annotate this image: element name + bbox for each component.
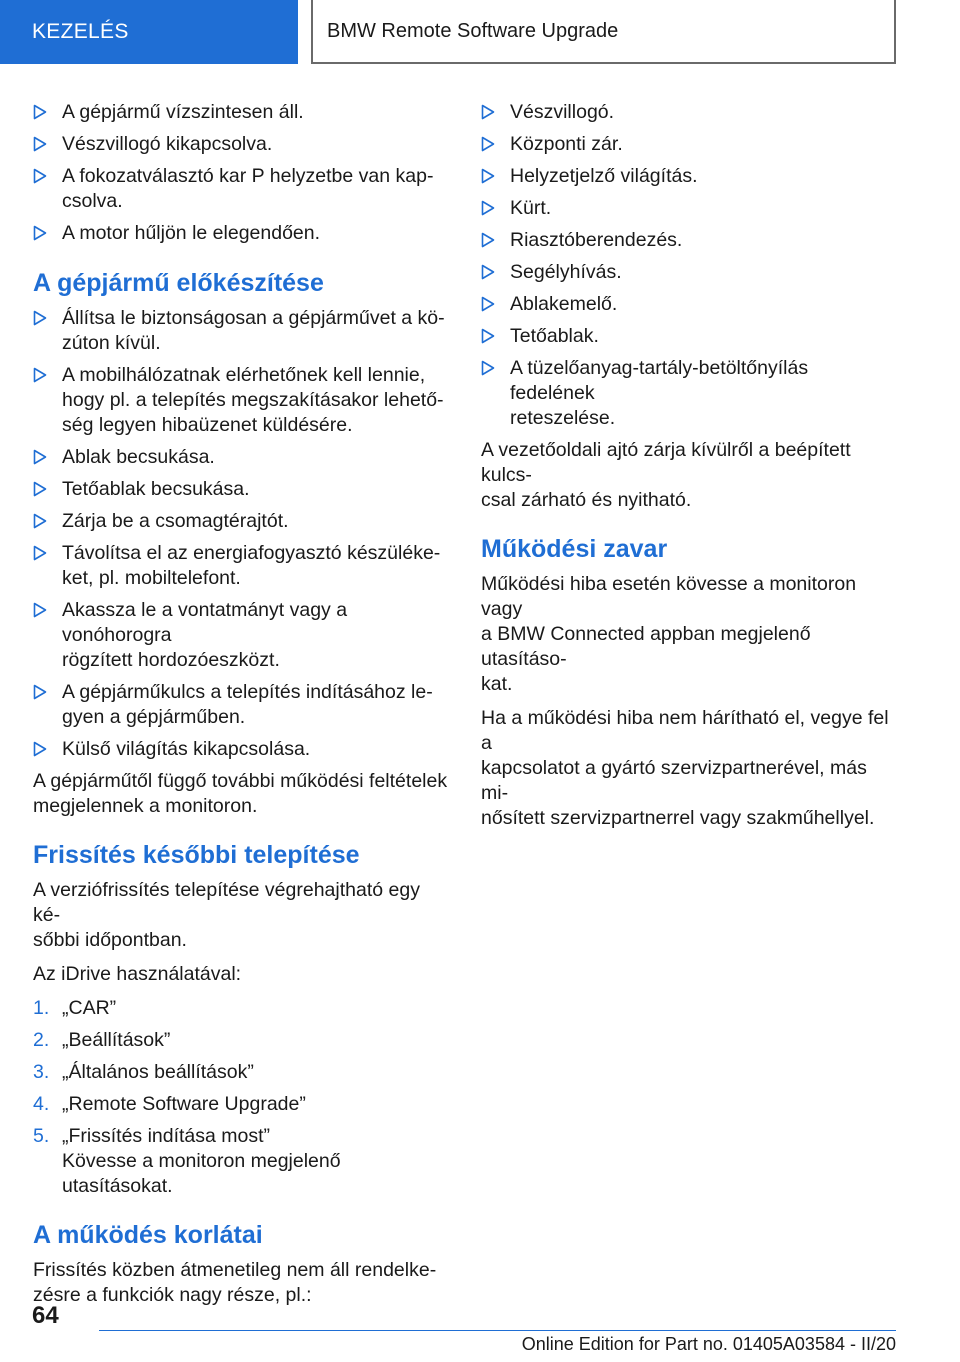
triangle-bullet-icon xyxy=(481,136,495,152)
list-item xyxy=(481,324,896,349)
list-item-text: A gépjárműkulcs a telepítés indításához le- gyen a gépjárműben. xyxy=(62,681,433,728)
triangle-bullet-icon xyxy=(33,513,47,529)
section-title: KEZELÉS xyxy=(32,20,129,43)
footer-divider xyxy=(99,1330,896,1331)
step-number: 5. xyxy=(33,1125,50,1147)
paragraph: Az iDrive használatával: xyxy=(33,963,242,985)
list-item-text: Helyzetjelző világítás. xyxy=(510,165,698,187)
numbered-step xyxy=(33,1028,448,1053)
triangle-bullet-icon xyxy=(481,232,495,248)
list-item xyxy=(481,228,896,253)
triangle-bullet-icon xyxy=(33,449,47,465)
triangle-bullet-icon xyxy=(481,264,495,280)
list-item-text: Vészvillogó kikapcsolva. xyxy=(62,133,273,155)
list-item-text: Ablak becsukása. xyxy=(62,446,215,468)
step-text: „Beállítások” xyxy=(62,1029,171,1051)
triangle-bullet-icon xyxy=(481,104,495,120)
section-heading-limits: A működés korlátai xyxy=(33,1221,263,1249)
page-number: 64 xyxy=(32,1302,59,1329)
list-item-text: Kürt. xyxy=(510,197,552,219)
step-number: 4. xyxy=(33,1093,50,1115)
page-header-title: BMW Remote Software Upgrade xyxy=(327,19,619,42)
triangle-bullet-icon xyxy=(33,602,47,618)
list-item xyxy=(481,164,896,189)
list-item-text: Külső világítás kikapcsolása. xyxy=(62,738,311,760)
footer-edition: Online Edition for Part no. 01405A03584 - II/20 xyxy=(521,1334,896,1354)
step-text: „Általános beállítások” xyxy=(62,1061,254,1083)
paragraph: A vezetőoldali ajtó zárja kívülről a beépített kulcs- csal zárható és nyitható. xyxy=(481,439,851,511)
list-item xyxy=(33,445,448,470)
step-text: „Remote Software Upgrade” xyxy=(62,1093,306,1115)
triangle-bullet-icon xyxy=(481,200,495,216)
list-item xyxy=(33,477,448,502)
right-column xyxy=(481,100,896,840)
list-item xyxy=(481,132,896,157)
list-item xyxy=(481,292,896,317)
list-item-text: A fokozatválasztó kar P helyzetbe van kap- csolva. xyxy=(62,165,434,212)
list-item-text: A mobilhálózatnak elérhetőnek kell lennie, hogy pl. a telepítés megszakításakor lehető- ség legyen hibaüzenet küldésére. xyxy=(62,364,444,436)
list-item-text: Állítsa le biztonságosan a gépjárművet a kö- zúton kívül. xyxy=(62,307,445,354)
paragraph: A verziófrissítés telepítése végrehajtható egy ké- sőbbi időpontban. xyxy=(33,879,420,951)
list-item xyxy=(33,509,448,534)
triangle-bullet-icon xyxy=(481,168,495,184)
left-column xyxy=(33,100,448,1317)
list-item xyxy=(33,100,448,125)
triangle-bullet-icon xyxy=(33,684,47,700)
triangle-bullet-icon xyxy=(33,104,47,120)
triangle-bullet-icon xyxy=(33,225,47,241)
paragraph: A gépjárműtől függő további működési feltételek megjelennek a monitoron. xyxy=(33,770,448,817)
triangle-bullet-icon xyxy=(481,328,495,344)
numbered-step xyxy=(33,1060,448,1085)
triangle-bullet-icon xyxy=(33,168,47,184)
step-number: 1. xyxy=(33,997,50,1019)
list-item-text: A tüzelőanyag-tartály-betöltőnyílás fedelének reteszelése. xyxy=(510,357,809,429)
triangle-bullet-icon xyxy=(33,367,47,383)
numbered-step xyxy=(33,1092,448,1117)
paragraph: Frissítés közben átmenetileg nem áll rendelke- zésre a funkciók nagy része, pl.: xyxy=(33,1259,437,1306)
step-text: „CAR” xyxy=(62,997,117,1019)
list-item-text: Akassza le a vontatmányt vagy a vonóhorogra rögzített hordozóeszközt. xyxy=(62,599,348,671)
list-item-text: Vészvillogó. xyxy=(510,101,615,123)
page-header xyxy=(311,0,896,64)
section-heading-fault: Működési zavar xyxy=(481,535,668,563)
list-item xyxy=(481,260,896,285)
list-item-text: Távolítsa el az energiafogyasztó készüléke- ket, pl. mobiltelefont. xyxy=(62,542,441,589)
triangle-bullet-icon xyxy=(481,360,495,376)
list-item xyxy=(33,737,448,762)
step-text: „Frissítés indítása most” Kövesse a monitoron megjelenő utasításokat. xyxy=(62,1125,341,1197)
list-item-text: Tetőablak becsukása. xyxy=(62,478,250,500)
list-item-text: Zárja be a csomagtérajtót. xyxy=(62,510,289,532)
list-item-text: Tetőablak. xyxy=(510,325,599,347)
section-tab xyxy=(0,0,298,64)
triangle-bullet-icon xyxy=(33,310,47,326)
list-item-text: Ablakemelő. xyxy=(510,293,618,315)
list-item xyxy=(33,164,448,214)
triangle-bullet-icon xyxy=(33,741,47,757)
triangle-bullet-icon xyxy=(33,136,47,152)
list-item xyxy=(481,196,896,221)
paragraph: Működési hiba esetén kövesse a monitoron vagy a BMW Connected appban megjelenő utasításo- kat. xyxy=(481,573,857,695)
numbered-step xyxy=(33,996,448,1021)
list-item xyxy=(33,680,448,730)
list-item-text: Segélyhívás. xyxy=(510,261,622,283)
list-item xyxy=(33,363,448,438)
triangle-bullet-icon xyxy=(481,296,495,312)
list-item xyxy=(33,598,448,673)
list-item-text: Riasztóberendezés. xyxy=(510,229,683,251)
paragraph: Ha a működési hiba nem hárítható el, vegye fel a kapcsolatot a gyártó szervizpartnerével, más mi- nősített szervizpartnerrel vagy szakműhellyel. xyxy=(481,707,889,829)
list-item-text: A motor hűljön le elegendően. xyxy=(62,222,321,244)
step-number: 2. xyxy=(33,1029,50,1051)
list-item xyxy=(33,132,448,157)
section-heading-later-install: Frissítés későbbi telepítése xyxy=(33,841,360,869)
list-item xyxy=(481,100,896,125)
list-item xyxy=(33,221,448,246)
step-number: 3. xyxy=(33,1061,50,1083)
numbered-step xyxy=(33,1124,448,1199)
triangle-bullet-icon xyxy=(33,545,47,561)
list-item xyxy=(481,356,896,431)
list-item xyxy=(33,306,448,356)
section-heading-preparation: A gépjármű előkészítése xyxy=(33,269,324,297)
list-item-text: Központi zár. xyxy=(510,133,623,155)
list-item-text: A gépjármű vízszintesen áll. xyxy=(62,101,304,123)
triangle-bullet-icon xyxy=(33,481,47,497)
list-item xyxy=(33,541,448,591)
